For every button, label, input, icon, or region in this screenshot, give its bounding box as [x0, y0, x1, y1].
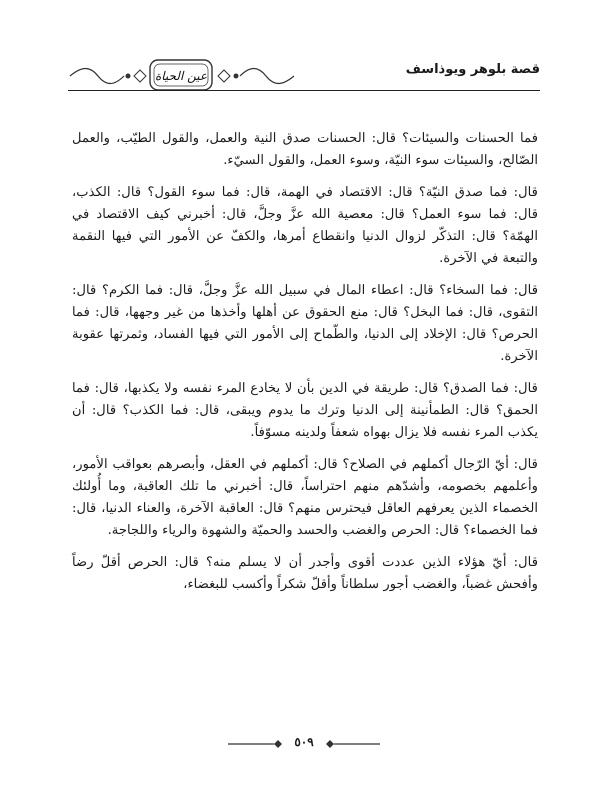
- paragraph: قال: أيّ هؤلاء الذين عددت أقوى وأجدر أن لا يسلم منه؟ قال: الحرص أقلّ رضاً وأفحش غضباً، والغضب أجور سلطاناً وأقلّ شكراً وأكسب للبغضاء،: [72, 555, 538, 592]
- paragraph: قال: فما الصدق؟ قال: طريقة في الدين بأن لا يخادع المرء نفسه ولا يكذبها، قال: فما الحمق؟ قال: الطمأنينة إلى الدنيا وترك ما يدوم ويبقى، قال: فما الكذب؟ قال: أن يكذب المرء نفسه فلا يزال بهواه شعفاً ولدينه مسوّفاً.: [72, 381, 538, 440]
- header-divider: [68, 90, 540, 91]
- paragraph: فما الحسنات والسيئات؟ قال: الحسنات صدق النية والعمل، والقول الطيّب، والعمل الصّالح، والسيئات سوء النيّة، وسوء العمل، والقول السيّء.: [72, 131, 538, 168]
- header-logo-ornament: [68, 54, 308, 98]
- page-body: [72, 128, 538, 606]
- paragraph: قال: فما السخاء؟ قال: اعطاء المال في سبيل الله عزَّ وجلَّ، قال: فما الكرم؟ قال: التقوى، قال: فما البخل؟ قال: منع الحقوق عن أهلها وأخذها من غير وجهها، قال: فما الحرص؟ قال: الإخلاد إلى الدنيا، والطّماح إلى الأمور التي فيها الفساد، وثمرتها عقوبة الآخرة.: [72, 283, 538, 364]
- page-header: [68, 52, 540, 104]
- page-footer: [0, 734, 608, 754]
- paragraph: قال: أيّ الرّجال أكملهم في الصلاح؟ قال: أكملهم في العقل، وأبصرهم بعواقب الأمور، وأعلمهم بخصومه، وأشدّهم منهم احتراساً، قال: أخبرني ما تلك العاقبة، وما أُولئك الخصماء الذين يعرفهم العاقل فيحترس منهم؟ قال: العاقبة الآخرة، والعناء الدنيا، قال: فما الخصماء؟ قال: الحرص والغضب والحسد والحميّة والشهوة والرياء واللجاجة.: [72, 457, 538, 538]
- logo-text: عين الحياة: [154, 69, 208, 83]
- running-title: قصة بلوهر ويوذاسف: [405, 62, 540, 77]
- paragraph: قال: فما صدق النيّة؟ قال: الاقتصاد في الهمة، قال: فما سوء القول؟ قال: الكذب، قال: فما سوء العمل؟ قال: معصية الله عزَّ وجلَّ، قال: أخبرني كيف الاقتصاد في الهمّة؟ قال: التذكّر لزوال الدنيا وانقطاع أمرها، والكفّ عن الأمور التي فيها النقمة والتبعة في الآخرة.: [72, 185, 538, 266]
- page-number: ٥٠٩: [294, 735, 314, 749]
